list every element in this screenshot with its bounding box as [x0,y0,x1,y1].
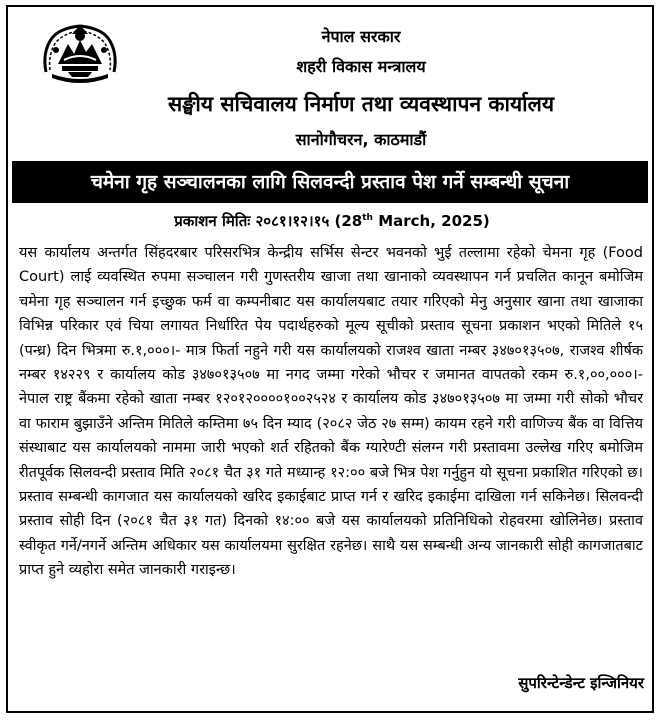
publish-date [0,211,664,231]
office-location: सानोगौचरन, काठमाडौं [295,130,427,149]
notice-title: चमेना गृह सञ्चालनका लागि सिलवन्दी प्रस्ताव पेश गर्ने सम्बन्धी सूचना [12,161,648,203]
publish-date-np: प्रकाशन मितिः २०८१।१२।१५ [174,212,330,230]
publish-date-en: (28th March, 2025) [334,212,490,230]
office-title: सङ्घीय सचिवालय निर्माण तथा व्यवस्थापन कार्यालय [167,92,555,116]
notice-body: यस कार्यालय अन्तर्गत सिंहदरबार परिसरभित्र केन्द्रीय सर्भिस सेन्टर भवनको भुई तल्लामा रहेको चेमना गृह (Food Court) लाई व्यवस्थित रुपमा सञ्चालन गरी गुणस्तरीय खाजा तथा खानाको व्यवस्थापन गर्न प्रचलित कानून बमोजिम चमेना गृह सञ्चालन गर्न इच्छुक फर्म वा कम्पनीबाट यस कार्यालयबाट तयार गरिएको मेनु अनुसार खाना तथा खाजाका विभिन्न परिकार एवं चिया लगायत निर्धारित पेय पदार्थहरुको मूल्य सूचीको प्रस्ताव सूचना प्रकाशन भएको मितिले १५ (पन्ध्र) दिन भित्रमा रु.१,०००।- मात्र फिर्ता नहुने गरी यस कार्यालयको राजश्व खाता नम्बर ३४७०१३५०७, राजश्व शीर्षक नम्बर १४२२९ र कार्यालय कोड ३४७०१३५०७ मा नगद जम्मा गरेको भौचर र जमानत वापतको रकम रु.१,००,०००।- नेपाल राष्ट्र बैंकमा रहेको खाता नम्बर १२०१२००००१००२५२४ र कार्यालय कोड ३४७०१३५०७ मा जम्मा गरी सोको भौचर वा फाराम बुझाउँने अन्तिम मितिले कम्तिमा ७५ दिन म्याद (२०८२ जेठ २७ सम्म) कायम रहने गरी वाणिज्य बैंक वा वित्तिय संस्थाबाट यस कार्यालयको नाममा जारी भएको शर्त रहितको बैंक ग्यारेण्टी संलग्न गरी प्रस्तावमा उल्लेख गरिए बमोजिम रीतपूर्वक सिलवन्दी प्रस्ताव मिति २०८१ चैत ३१ गते मध्यान्ह १२:०० बजे भित्र पेश गर्नुहुन यो सूचना प्रकाशित गरिएको छ। प्रस्ताव सम्बन्धी कागजात यस कार्यालयको खरिद इकाईबाट प्राप्त गर्न र खरिद इकाईमा दाखिला गर्न सकिनेछ। सिलवन्दी प्रस्ताव सोही दिन (२०८१ चैत ३१ गत) दिनको १४:०० बजे यस कार्यालयको प्रतिनिधिको रोहवरमा खोलिनेछ। प्रस्ताव स्वीकृत गर्ने/नगर्ने अन्तिम अधिकार यस कार्यालयमा सुरक्षित रहनेछ। साथै यस सम्बन्धी अन्य जानकारी सोही कागजातबाट प्राप्त हुने व्यहोरा समेत जानकारी गराइन्छ। [19,245,643,579]
government-title: नेपाल सरकार [321,27,401,46]
ministry-title: शहरी विकास मन्त्रालय [296,57,426,76]
signature: सुपरिन्टेन्डेन्ट इन्जिनियर [518,674,644,692]
